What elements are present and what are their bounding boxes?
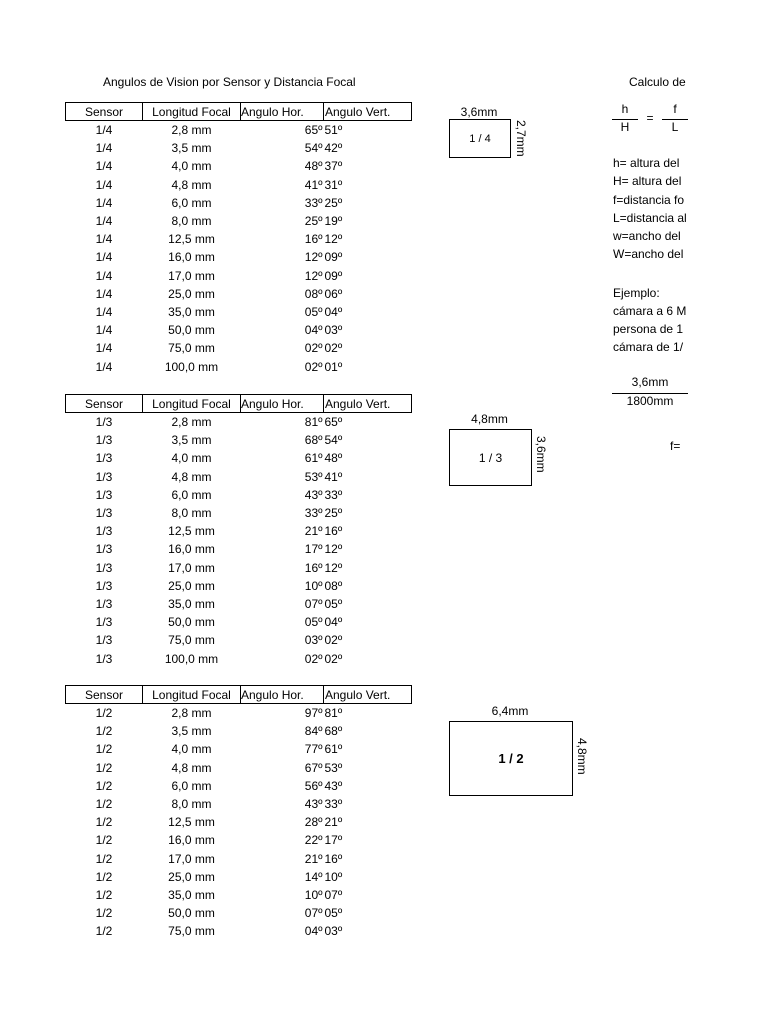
header-cell: Angulo Hor. (241, 686, 324, 704)
angle-hor-cell: 02º (304, 341, 323, 356)
table-row (66, 904, 412, 922)
focal-length-cell: 17,0 mm (168, 268, 215, 283)
focal-length-cell: 8,0 mm (171, 506, 212, 521)
sensor-cell: 1/4 (95, 304, 113, 319)
focal-length-cell: 4,0 mm (171, 742, 212, 757)
table-row (66, 303, 412, 321)
table-row (66, 777, 412, 795)
table-row (66, 486, 412, 504)
table-row (66, 248, 412, 266)
angle-hor-cell: 48º (304, 159, 323, 174)
angle-hor-cell: 05º (304, 304, 323, 319)
angle-hor-cell: 21º (304, 524, 323, 539)
angle-hor-cell: 04º (304, 924, 323, 939)
header-cell: Angulo Hor. (241, 103, 324, 121)
table-sensor-1-4 (65, 102, 412, 376)
table-row (66, 577, 412, 595)
example-denominator: 1800mm (626, 394, 674, 408)
focal-length-cell: 12,5 mm (168, 232, 215, 247)
focal-length-cell: 17,0 mm (168, 851, 215, 866)
sensor-cell: 1/4 (95, 141, 113, 156)
table-sensor-1-3 (65, 394, 412, 668)
angle-vert-cell: 02º (324, 633, 343, 648)
table-row (66, 139, 412, 157)
angle-hor-cell: 28º (304, 815, 323, 830)
example-line-2: cámara a 6 M (613, 304, 687, 318)
sensor-cell: 1/3 (95, 415, 113, 430)
sensor-cell: 1/2 (95, 815, 113, 830)
angle-vert-cell: 25º (324, 506, 343, 521)
focal-length-cell: 12,5 mm (168, 815, 215, 830)
focal-length-cell: 4,8 mm (171, 760, 212, 775)
sensor-cell: 1/4 (95, 123, 113, 138)
angle-vert-cell: 12º (324, 542, 343, 557)
angle-hor-cell: 67º (304, 760, 323, 775)
angle-hor-cell: 04º (304, 323, 323, 338)
focal-length-cell: 8,0 mm (171, 797, 212, 812)
table-row (66, 339, 412, 357)
legend-line-3: f=distancia fo (613, 193, 685, 207)
focal-length-cell: 50,0 mm (168, 615, 215, 630)
angle-hor-cell: 53º (304, 469, 323, 484)
sensor-cell: 1/3 (95, 615, 113, 630)
sensor-cell: 1/2 (95, 833, 113, 848)
focal-length-cell: 100,0 mm (164, 359, 219, 374)
table-row (66, 157, 412, 175)
table-row (66, 504, 412, 522)
header-cell: Angulo Vert. (324, 395, 412, 413)
angle-hor-cell: 33º (304, 506, 323, 521)
angle-vert-cell: 51º (324, 123, 343, 138)
header-cell: Angulo Hor. (241, 395, 324, 413)
sensor-cell: 1/2 (95, 760, 113, 775)
table-row (66, 813, 412, 831)
angle-vert-cell: 09º (324, 250, 343, 265)
table-row (66, 449, 412, 467)
angle-vert-cell: 43º (324, 778, 343, 793)
legend-line-1: h= altura del (613, 156, 680, 170)
angle-vert-cell: 10º (324, 869, 343, 884)
table-row (66, 631, 412, 649)
table-row (66, 759, 412, 777)
sensor-cell: 1/2 (95, 851, 113, 866)
table-row (66, 704, 412, 723)
angle-hor-cell: 54º (304, 141, 323, 156)
angle-vert-cell: 33º (324, 797, 343, 812)
angle-hor-cell: 21º (304, 851, 323, 866)
table-sensor-1-2 (65, 685, 412, 940)
sensor-cell: 1/3 (95, 633, 113, 648)
angle-hor-cell: 07º (304, 596, 323, 611)
angle-hor-cell: 43º (304, 487, 323, 502)
sensor-cell: 1/4 (95, 323, 113, 338)
sensor-cell: 1/2 (95, 924, 113, 939)
focal-length-cell: 4,8 mm (171, 177, 212, 192)
angle-vert-cell: 17º (324, 833, 343, 848)
sensor-cell: 1/3 (95, 451, 113, 466)
angle-vert-cell: 31º (324, 177, 343, 192)
angle-hor-cell: 81º (304, 415, 323, 430)
angle-vert-cell: 04º (324, 304, 343, 319)
sensor-1-2-width: 6,4mm (491, 704, 529, 718)
angle-vert-cell: 12º (324, 232, 343, 247)
angle-hor-cell: 33º (304, 195, 323, 210)
sensor-cell: 1/4 (95, 177, 113, 192)
angle-hor-cell: 41º (304, 177, 323, 192)
sensor-1-3-height: 3,6mm (534, 436, 548, 473)
focal-length-cell: 6,0 mm (171, 195, 212, 210)
focal-length-cell: 25,0 mm (168, 869, 215, 884)
angle-vert-cell: 16º (324, 851, 343, 866)
angle-hor-cell: 12º (304, 268, 323, 283)
angle-vert-cell: 25º (324, 195, 343, 210)
header-cell: Sensor (66, 395, 143, 413)
sensor-cell: 1/2 (95, 778, 113, 793)
focal-length-cell: 75,0 mm (168, 924, 215, 939)
focal-length-cell: 4,0 mm (171, 451, 212, 466)
sensor-cell: 1/4 (95, 195, 113, 210)
header-cell: Longitud Focal (143, 395, 241, 413)
table-row (66, 649, 412, 667)
focal-length-cell: 12,5 mm (168, 524, 215, 539)
table-row (66, 850, 412, 868)
example-line-4: cámara de 1/ (613, 340, 684, 354)
angle-hor-cell: 02º (304, 359, 323, 374)
table-row (66, 267, 412, 285)
angle-vert-cell: 05º (324, 596, 343, 611)
angle-hor-cell: 12º (304, 250, 323, 265)
angle-vert-cell: 02º (324, 651, 343, 666)
focal-length-cell: 3,5 mm (171, 433, 212, 448)
sensor-cell: 1/3 (95, 560, 113, 575)
header-cell: Sensor (66, 686, 143, 704)
sensor-cell: 1/2 (95, 887, 113, 902)
sensor-cell: 1/4 (95, 250, 113, 265)
sensor-1-2-box (449, 721, 573, 796)
focal-length-cell: 3,5 mm (171, 724, 212, 739)
sensor-1-3-box (449, 429, 532, 486)
angle-hor-cell: 14º (304, 869, 323, 884)
table-header-row (66, 395, 412, 413)
angle-vert-cell: 54º (324, 433, 343, 448)
table-row (66, 613, 412, 631)
table-row (66, 357, 412, 375)
angle-hor-cell: 77º (304, 742, 323, 757)
sensor-cell: 1/3 (95, 433, 113, 448)
angle-vert-cell: 19º (324, 214, 343, 229)
angle-hor-cell: 17º (304, 542, 323, 557)
focal-length-cell: 35,0 mm (168, 304, 215, 319)
sensor-cell: 1/4 (95, 159, 113, 174)
calc-title: Calculo de (629, 75, 686, 89)
focal-length-cell: 4,8 mm (171, 469, 212, 484)
focal-length-cell: 3,5 mm (171, 141, 212, 156)
angle-vert-cell: 42º (324, 141, 343, 156)
focal-length-cell: 2,8 mm (171, 123, 212, 138)
table-row (66, 285, 412, 303)
focal-length-cell: 2,8 mm (171, 415, 212, 430)
table-row (66, 868, 412, 886)
angle-hor-cell: 56º (304, 778, 323, 793)
sensor-cell: 1/4 (95, 268, 113, 283)
focal-length-cell: 16,0 mm (168, 542, 215, 557)
focal-length-cell: 25,0 mm (168, 578, 215, 593)
table-header-row (66, 103, 412, 121)
formula-h: h (621, 102, 629, 116)
sensor-cell: 1/3 (95, 524, 113, 539)
table-row (66, 121, 412, 140)
sensor-cell: 1/4 (95, 286, 113, 301)
angle-hor-cell: 10º (304, 887, 323, 902)
focal-length-cell: 35,0 mm (168, 596, 215, 611)
angle-hor-cell: 16º (304, 232, 323, 247)
angle-vert-cell: 61º (324, 742, 343, 757)
table-row (66, 468, 412, 486)
sensor-1-2-label: 1 / 2 (498, 751, 524, 766)
focal-length-cell: 100,0 mm (164, 651, 219, 666)
sensor-cell: 1/3 (95, 487, 113, 502)
angle-hor-cell: 97º (304, 706, 323, 721)
formula-f: f (673, 102, 677, 116)
sensor-1-3-label: 1 / 3 (478, 450, 503, 465)
angle-hor-cell: 25º (304, 214, 323, 229)
example-numerator: 3,6mm (631, 375, 669, 389)
angle-hor-cell: 22º (304, 833, 323, 848)
angle-hor-cell: 65º (304, 123, 323, 138)
angle-vert-cell: 81º (324, 706, 343, 721)
angle-vert-cell: 03º (324, 924, 343, 939)
table-row (66, 230, 412, 248)
focal-length-cell: 16,0 mm (168, 250, 215, 265)
sensor-cell: 1/2 (95, 797, 113, 812)
angle-hor-cell: 08º (304, 286, 323, 301)
sensor-1-4-width: 3,6mm (460, 105, 498, 119)
focal-length-cell: 16,0 mm (168, 833, 215, 848)
formula-equals: = (646, 111, 654, 125)
angle-vert-cell: 65º (324, 415, 343, 430)
focal-length-cell: 50,0 mm (168, 906, 215, 921)
header-cell: Sensor (66, 103, 143, 121)
sensor-cell: 1/4 (95, 359, 113, 374)
focal-length-cell: 17,0 mm (168, 560, 215, 575)
sensor-cell: 1/2 (95, 906, 113, 921)
focal-length-cell: 8,0 mm (171, 214, 212, 229)
sensor-cell: 1/3 (95, 469, 113, 484)
legend-line-4: L=distancia al (613, 211, 687, 225)
angle-vert-cell: 01º (324, 359, 343, 374)
sensor-1-4-label: 1 / 4 (469, 132, 491, 145)
angle-hor-cell: 07º (304, 906, 323, 921)
sensor-cell: 1/3 (95, 651, 113, 666)
legend-line-2: H= altura del (613, 174, 682, 188)
header-cell: Longitud Focal (143, 686, 241, 704)
angle-vert-cell: 21º (324, 815, 343, 830)
focal-length-cell: 50,0 mm (168, 323, 215, 338)
angle-vert-cell: 41º (324, 469, 343, 484)
legend-line-5: w=ancho del (613, 229, 681, 243)
page-title: Angulos de Vision por Sensor y Distancia Focal (103, 75, 356, 89)
angle-vert-cell: 33º (324, 487, 343, 502)
table-row (66, 831, 412, 849)
angle-hor-cell: 02º (304, 651, 323, 666)
angle-vert-cell: 02º (324, 341, 343, 356)
sensor-cell: 1/4 (95, 341, 113, 356)
angle-vert-cell: 37º (324, 159, 343, 174)
angle-hor-cell: 61º (304, 451, 323, 466)
angle-vert-cell: 16º (324, 524, 343, 539)
table-row (66, 321, 412, 339)
sensor-1-2-height: 4,8mm (575, 738, 589, 775)
angle-hor-cell: 03º (304, 633, 323, 648)
focal-length-cell: 4,0 mm (171, 159, 212, 174)
sensor-cell: 1/3 (95, 596, 113, 611)
header-cell: Longitud Focal (143, 103, 241, 121)
formula-L: L (671, 120, 679, 134)
table-row (66, 595, 412, 613)
angle-vert-cell: 68º (324, 724, 343, 739)
formula-H: H (620, 120, 630, 134)
sensor-cell: 1/3 (95, 506, 113, 521)
focal-length-cell: 75,0 mm (168, 633, 215, 648)
angle-vert-cell: 04º (324, 615, 343, 630)
focal-length-cell: 6,0 mm (171, 778, 212, 793)
angle-hor-cell: 16º (304, 560, 323, 575)
angle-hor-cell: 10º (304, 578, 323, 593)
sensor-1-4-box (449, 119, 511, 158)
angle-vert-cell: 03º (324, 323, 343, 338)
angle-hor-cell: 05º (304, 615, 323, 630)
header-cell: Angulo Vert. (324, 686, 412, 704)
focal-length-cell: 25,0 mm (168, 286, 215, 301)
table-row (66, 194, 412, 212)
angle-hor-cell: 43º (304, 797, 323, 812)
angle-vert-cell: 05º (324, 906, 343, 921)
angle-vert-cell: 06º (324, 286, 343, 301)
angle-vert-cell: 07º (324, 887, 343, 902)
focal-length-cell: 2,8 mm (171, 706, 212, 721)
f-label: f= (670, 439, 681, 453)
table-row (66, 540, 412, 558)
table-row (66, 922, 412, 940)
sensor-cell: 1/2 (95, 742, 113, 757)
focal-length-cell: 6,0 mm (171, 487, 212, 502)
table-row (66, 176, 412, 194)
sensor-cell: 1/2 (95, 724, 113, 739)
table-row (66, 795, 412, 813)
legend-line-6: W=ancho del (613, 247, 684, 261)
table-row (66, 431, 412, 449)
table-row (66, 559, 412, 577)
sensor-cell: 1/2 (95, 869, 113, 884)
table-row (66, 212, 412, 230)
angle-vert-cell: 12º (324, 560, 343, 575)
sensor-cell: 1/4 (95, 214, 113, 229)
example-line-3: persona de 1 (613, 322, 684, 336)
focal-length-cell: 75,0 mm (168, 341, 215, 356)
table-row (66, 886, 412, 904)
angle-vert-cell: 48º (324, 451, 343, 466)
table-row (66, 722, 412, 740)
focal-length-cell: 35,0 mm (168, 887, 215, 902)
header-cell: Angulo Vert. (324, 103, 412, 121)
angle-vert-cell: 09º (324, 268, 343, 283)
table-header-row (66, 686, 412, 704)
sensor-cell: 1/3 (95, 578, 113, 593)
sensor-cell: 1/3 (95, 542, 113, 557)
sensor-cell: 1/4 (95, 232, 113, 247)
table-row (66, 413, 412, 432)
table-row (66, 740, 412, 758)
angle-hor-cell: 84º (304, 724, 323, 739)
angle-vert-cell: 08º (324, 578, 343, 593)
angle-hor-cell: 68º (304, 433, 323, 448)
example-line-1: Ejemplo: (613, 286, 660, 300)
sensor-1-3-width: 4,8mm (471, 412, 508, 426)
sensor-cell: 1/2 (95, 706, 113, 721)
table-row (66, 522, 412, 540)
sensor-1-4-height: 2,7mm (514, 120, 528, 157)
angle-vert-cell: 53º (324, 760, 343, 775)
